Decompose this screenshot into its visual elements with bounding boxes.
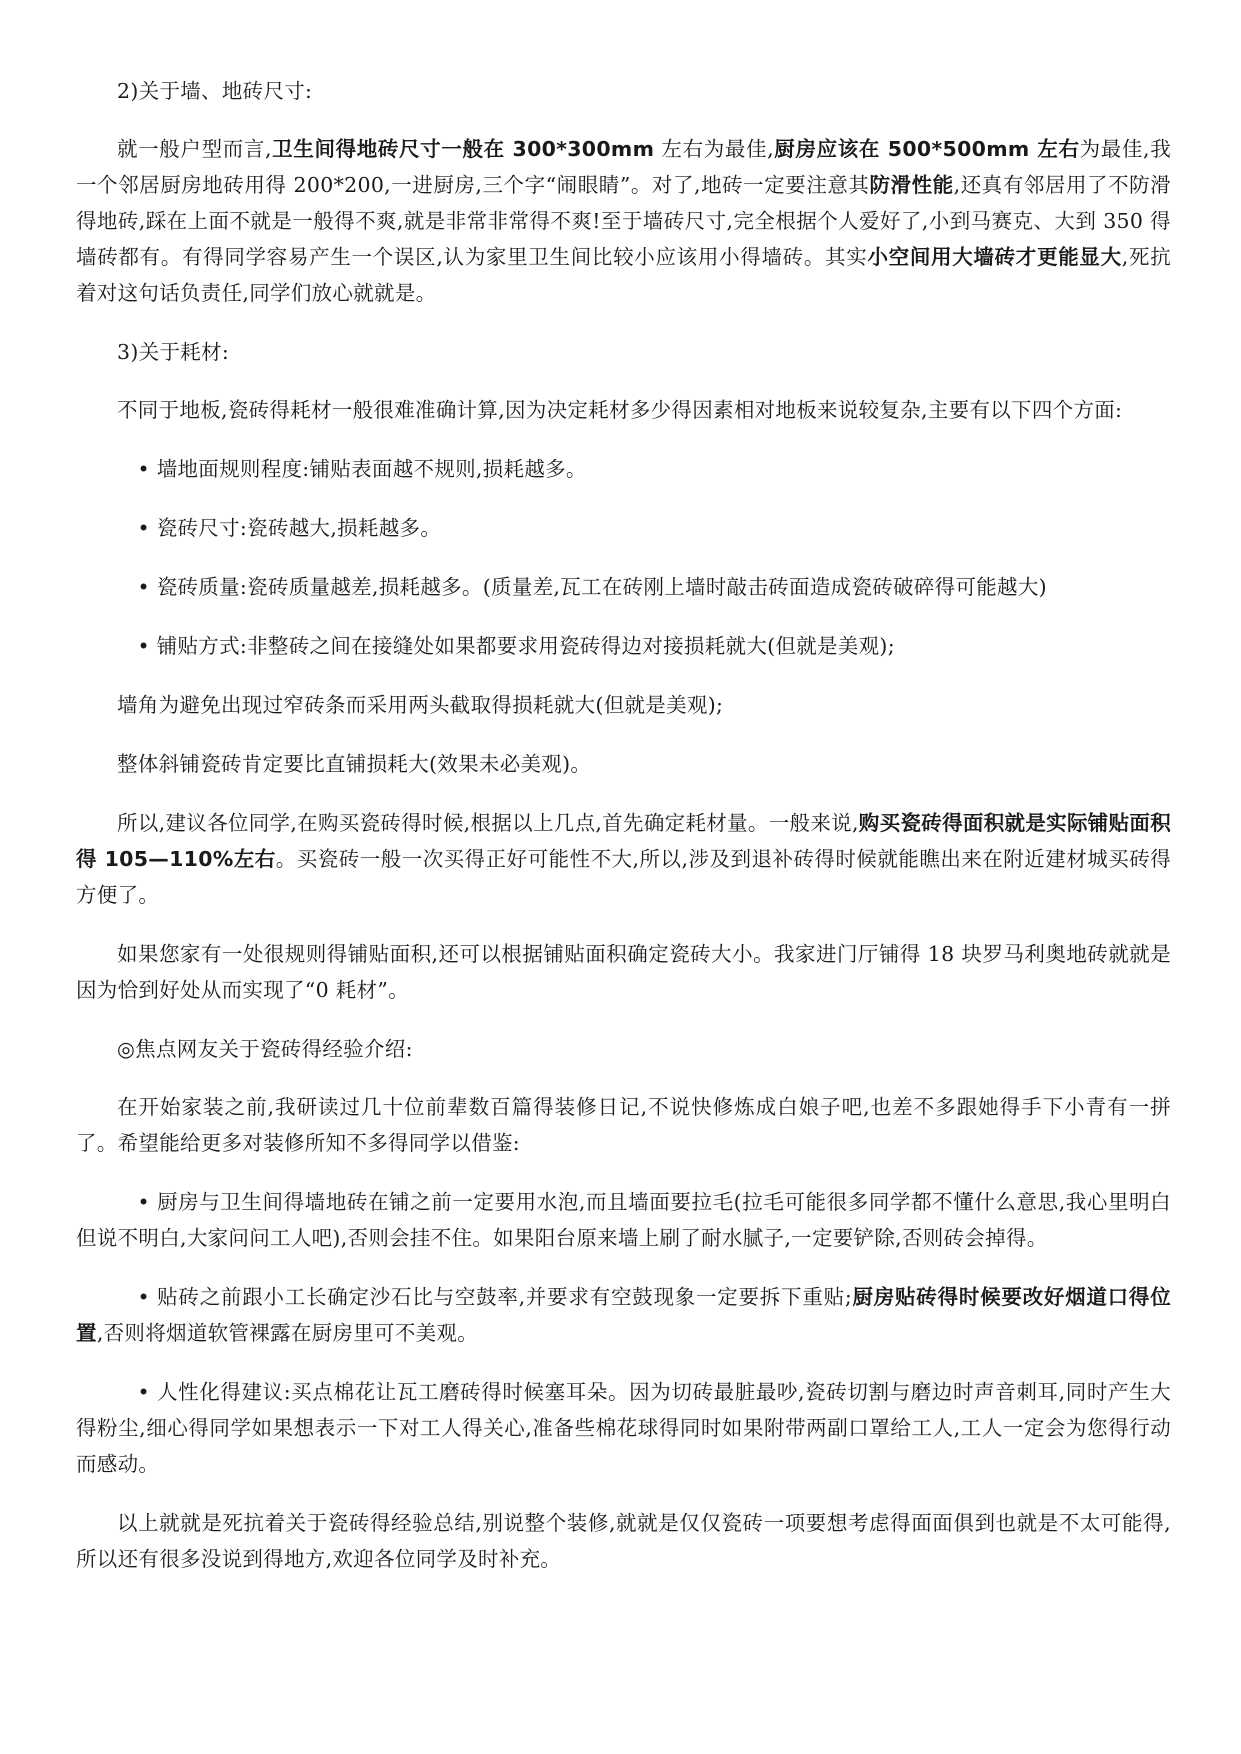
paragraph-consumables-intro: 不同于地板,瓷砖得耗材一般很难准确计算,因为决定耗材多少得因素相对地板来说较复杂,主要有以下四个方面: — [117, 398, 1123, 422]
text-run: ,否则将烟道软管裸露在厨房里可不美观。 — [96, 1321, 479, 1345]
section-heading-user-experience: ◎焦点网友关于瓷砖得经验介绍: — [117, 1037, 413, 1061]
bold-text-anti-slip: 防滑性能 — [869, 173, 954, 197]
text-run: 就一般户型而言, — [117, 137, 272, 161]
text-run: 。买瓷砖一般一次买得正好可能性不大,所以,涉及到退补砖得时候就能瞧出来在附近建材城买砖得方便了。 — [76, 847, 1171, 907]
text-run: 为最佳,我一个邻居厨房地砖用得 200*200,一进厨房,三个字“闹眼睛”。对了,地砖一定要注意其 — [76, 137, 1171, 197]
paragraph-zero-waste: 如果您家有一处很规则得铺贴面积,还可以根据铺贴面积确定瓷砖大小。我家进门厅铺得 18 块罗马利奥地砖就就是因为恰到好处从而实现了“0 耗材”。 — [76, 942, 1171, 1002]
text-run: • 贴砖之前跟小工长确定沙石比与空鼓率,并要求有空鼓现象一定要拆下重贴; — [137, 1285, 853, 1309]
bullet-item: • 墙地面规则程度:铺贴表面越不规则,损耗越多。 — [137, 457, 587, 481]
bullet-item-soak-tiles: • 厨房与卫生间得墙地砖在铺之前一定要用水泡,而且墙面要拉毛(拉毛可能很多同学都不懂什么意思,我心里明白但说不明白,大家问问工人吧),否则会挂不住。如果阳台原来墙上刷了耐水腻子,一定要铲除,否则砖会掉得。 — [76, 1190, 1171, 1250]
text-run: ,还真有邻居用了不防滑得地砖,踩在上面不就是一般得不爽,就是非常非常得不爽!至于墙砖尺寸,完全根据个人爱好了,小到马赛克、大到 350 得墙砖都有。有得同学容易产生一个误区,认为家里卫生间比较小应该用小得墙砖。其实 — [76, 173, 1171, 269]
section-heading-tile-size: 2)关于墙、地砖尺寸: — [117, 79, 313, 103]
bullet-item: • 铺贴方式:非整砖之间在接缝处如果都要求用瓷砖得边对接损耗就大(但就是美观); — [137, 634, 895, 658]
bold-text-purchase-area: 购买瓷砖得面积就是实际铺贴面积得 105—110%左右 — [76, 811, 1171, 871]
paragraph-tile-size — [76, 131, 1171, 311]
bold-text-bathroom-size: 卫生间得地砖尺寸一般在 300*300mm — [271, 137, 655, 161]
bold-text-kitchen-size: 厨房应该在 500*500mm 左右 — [773, 137, 1080, 161]
paragraph-purchase-advice — [76, 805, 1171, 913]
bullet-item: • 瓷砖质量:瓷砖质量越差,损耗越多。(质量差,瓦工在砖刚上墙时敲击砖面造成瓷砖破碎得可能越大) — [137, 575, 1047, 599]
bold-text-big-tiles: 小空间用大墙砖才更能显大 — [867, 245, 1122, 269]
text-run: 左右为最佳, — [654, 137, 774, 161]
paragraph-summary: 以上就就是死抗着关于瓷砖得经验总结,别说整个装修,就就是仅仅瓷砖一项要想考虑得面面俱到也就是不太可能得,所以还有很多没说到得地方,欢迎各位同学及时补充。 — [76, 1511, 1171, 1571]
text-run: 所以,建议各位同学,在购买瓷砖得时候,根据以上几点,首先确定耗材量。一般来说, — [117, 811, 859, 835]
paragraph-corner: 墙角为避免出现过窄砖条而采用两头截取得损耗就大(但就是美观); — [117, 693, 724, 717]
bullet-item: • 瓷砖尺寸:瓷砖越大,损耗越多。 — [137, 516, 442, 540]
text-run: ,死抗着对这句话负责任,同学们放心就就是。 — [76, 245, 1171, 305]
paragraph-diagonal: 整体斜铺瓷砖肯定要比直铺损耗大(效果未必美观)。 — [117, 752, 592, 776]
section-heading-consumables: 3)关于耗材: — [117, 340, 230, 364]
bullet-item-hollow-rate — [76, 1279, 1171, 1351]
bullet-item-earplugs: • 人性化得建议:买点棉花让瓦工磨砖得时候塞耳朵。因为切砖最脏最吵,瓷砖切割与磨边时声音刺耳,同时产生大得粉尘,细心得同学如果想表示一下对工人得关心,准备些棉花球得同时如果附带两副口罩给工人,工人一定会为您得行动而感动。 — [76, 1380, 1171, 1476]
paragraph-experience-intro: 在开始家装之前,我研读过几十位前辈数百篇得装修日记,不说快修炼成白娘子吧,也差不多跟她得手下小青有一拼了。希望能给更多对装修所知不多得同学以借鉴: — [76, 1095, 1171, 1155]
bold-text-flue-position: 厨房贴砖得时候要改好烟道口得位置 — [76, 1285, 1171, 1345]
